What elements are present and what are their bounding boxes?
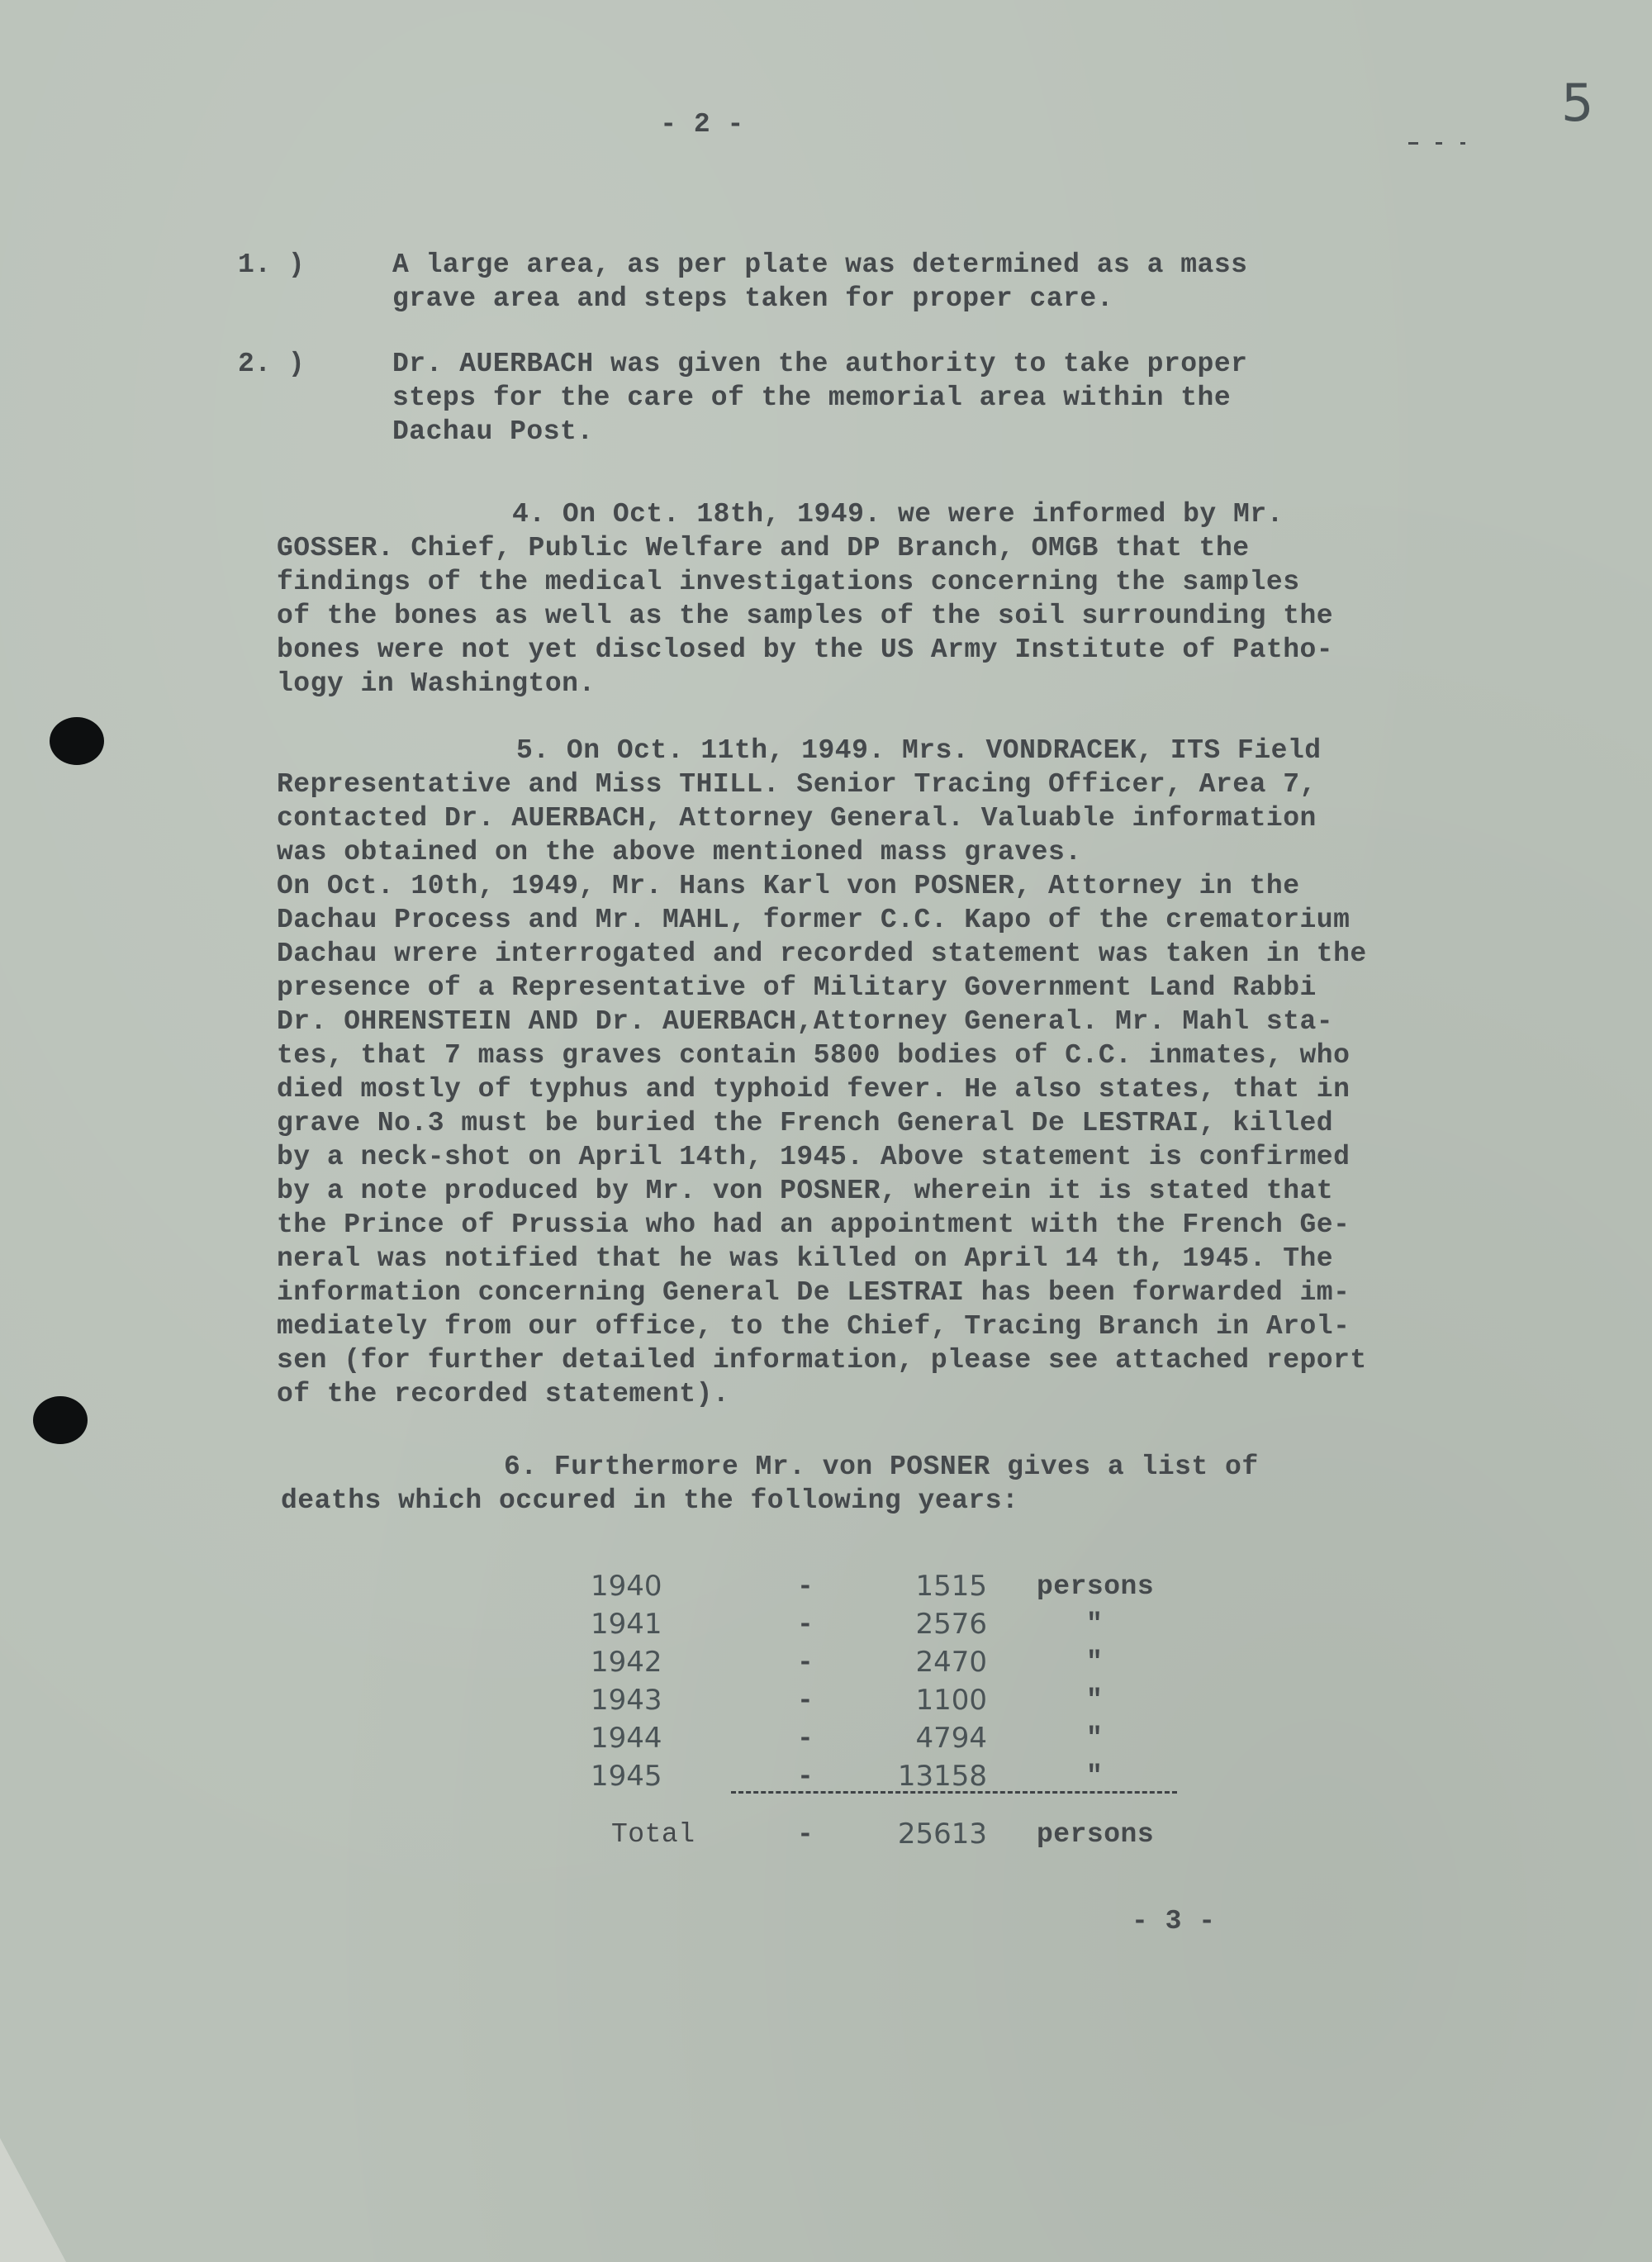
page-number-header: - 2 - <box>660 109 744 140</box>
count-cell: 13158 <box>897 1760 987 1793</box>
text-line: Dachau wrere interrogated and recorded statement was taken in the <box>277 939 1367 969</box>
list-marker-1: 1. ) <box>238 249 306 280</box>
dash-cell: - <box>797 1609 814 1640</box>
count-cell: 4794 <box>915 1722 987 1755</box>
year-cell: 1942 <box>591 1646 662 1679</box>
punch-hole <box>33 1396 88 1444</box>
ditto-cell: " <box>1086 1647 1104 1678</box>
text-line: information concerning General De LESTRAI has been forwarded im- <box>277 1277 1351 1308</box>
text-line: Dachau Process and Mr. MAHL, former C.C. Kapo of the crematorium <box>277 905 1351 935</box>
text-line: sen (for further detailed information, please see attached report <box>277 1345 1367 1376</box>
text-line: Dr. OHRENSTEIN AND Dr. AUERBACH,Attorney General. Mr. Mahl sta- <box>277 1006 1334 1037</box>
text-line: Dachau Post. <box>392 416 594 447</box>
dash-cell: - <box>797 1819 814 1850</box>
year-cell: 1943 <box>591 1684 662 1717</box>
text-line: 6. Furthermore Mr. von POSNER gives a list of <box>504 1452 1259 1482</box>
paragraph-6 <box>281 1450 1259 1518</box>
year-cell: 1944 <box>591 1722 662 1755</box>
stray-mark <box>1408 142 1418 145</box>
text-line: contacted Dr. AUERBACH, Attorney General. Valuable information <box>277 803 1317 834</box>
text-line: 4. On Oct. 18th, 1949. we were informed by Mr. <box>512 499 1284 530</box>
text-line: steps for the care of the memorial area within the <box>392 383 1232 413</box>
text-line: findings of the medical investigations concerning the samples <box>277 567 1300 597</box>
text-line: neral was notified that he was killed on April 14 th, 1945. The <box>277 1243 1334 1274</box>
dash-cell: - <box>797 1571 814 1602</box>
stamped-page-number: 5 <box>1561 73 1594 133</box>
text-line: the Prince of Prussia who had an appointment with the French Ge- <box>277 1209 1351 1240</box>
unit-cell: persons <box>1037 1819 1155 1850</box>
text-line: Representative and Miss THILL. Senior Tracing Officer, Area 7, <box>277 769 1317 800</box>
text-line: by a note produced by Mr. von POSNER, wherein it is stated that <box>277 1176 1334 1206</box>
total-row <box>591 1818 1185 1856</box>
text-line: Dr. AUERBACH was given the authority to take proper <box>392 349 1248 379</box>
total-count: 25613 <box>897 1818 987 1851</box>
ditto-cell: " <box>1086 1685 1104 1716</box>
text-line: logy in Washington. <box>277 668 596 699</box>
text-line: of the bones as well as the samples of the soil surrounding the <box>277 601 1334 631</box>
count-cell: 2576 <box>915 1608 987 1641</box>
table-row <box>591 1570 1185 1608</box>
table-row <box>591 1608 1185 1646</box>
count-cell: 2470 <box>915 1646 987 1679</box>
total-rule <box>731 1791 1177 1794</box>
text-line: grave area and steps taken for proper care. <box>392 283 1114 314</box>
list-item-2 <box>392 347 1247 449</box>
paragraph-5 <box>277 734 1367 1411</box>
torn-corner <box>0 2138 66 2262</box>
ditto-cell: " <box>1086 1723 1104 1754</box>
deaths-table <box>591 1570 1185 1798</box>
text-line: tes, that 7 mass graves contain 5800 bodies of C.C. inmates, who <box>277 1040 1351 1071</box>
ditto-cell: " <box>1086 1609 1104 1640</box>
text-line: grave No.3 must be buried the French General De LESTRAI, killed <box>277 1108 1334 1138</box>
dash-cell: - <box>797 1647 814 1678</box>
text-line: bones were not yet disclosed by the US Army Institute of Patho- <box>277 634 1334 665</box>
punch-hole <box>50 717 104 765</box>
text-line: GOSSER. Chief, Public Welfare and DP Branch, OMGB that the <box>277 533 1250 563</box>
stray-mark <box>1460 142 1465 145</box>
dash-cell: - <box>797 1685 814 1716</box>
list-item-1 <box>392 248 1247 316</box>
ditto-cell: " <box>1086 1761 1104 1792</box>
unit-cell: persons <box>1037 1571 1155 1602</box>
text-line: died mostly of typhus and typhoid fever. He also states, that in <box>277 1074 1351 1105</box>
year-cell: 1941 <box>591 1608 662 1641</box>
list-marker-2: 2. ) <box>238 349 306 379</box>
text-line: was obtained on the above mentioned mass graves. <box>277 837 1082 867</box>
year-cell: 1940 <box>591 1570 662 1603</box>
count-cell: 1515 <box>915 1570 987 1603</box>
dash-cell: - <box>797 1723 814 1754</box>
dash-cell: - <box>797 1761 814 1792</box>
year-cell: 1945 <box>591 1760 662 1793</box>
table-row <box>591 1722 1185 1760</box>
text-line: A large area, as per plate was determined as a mass <box>392 249 1248 280</box>
stray-mark <box>1436 142 1442 145</box>
text-line: On Oct. 10th, 1949, Mr. Hans Karl von POSNER, Attorney in the <box>277 871 1300 901</box>
next-page-indicator: - 3 - <box>1132 1906 1216 1936</box>
text-line: 5. On Oct. 11th, 1949. Mrs. VONDRACEK, ITS Field <box>516 735 1322 766</box>
table-row <box>591 1646 1185 1684</box>
text-line: mediately from our office, to the Chief, Tracing Branch in Arol- <box>277 1311 1351 1342</box>
text-line: presence of a Representative of Military Government Land Rabbi <box>277 972 1317 1003</box>
count-cell: 1100 <box>915 1684 987 1717</box>
paragraph-4 <box>277 497 1333 701</box>
text-line: deaths which occured in the following years: <box>281 1485 1019 1516</box>
text-line: of the recorded statement). <box>277 1379 730 1409</box>
table-row <box>591 1684 1185 1722</box>
text-line: by a neck-shot on April 14th, 1945. Above statement is confirmed <box>277 1142 1351 1172</box>
total-label: Total <box>611 1819 695 1850</box>
